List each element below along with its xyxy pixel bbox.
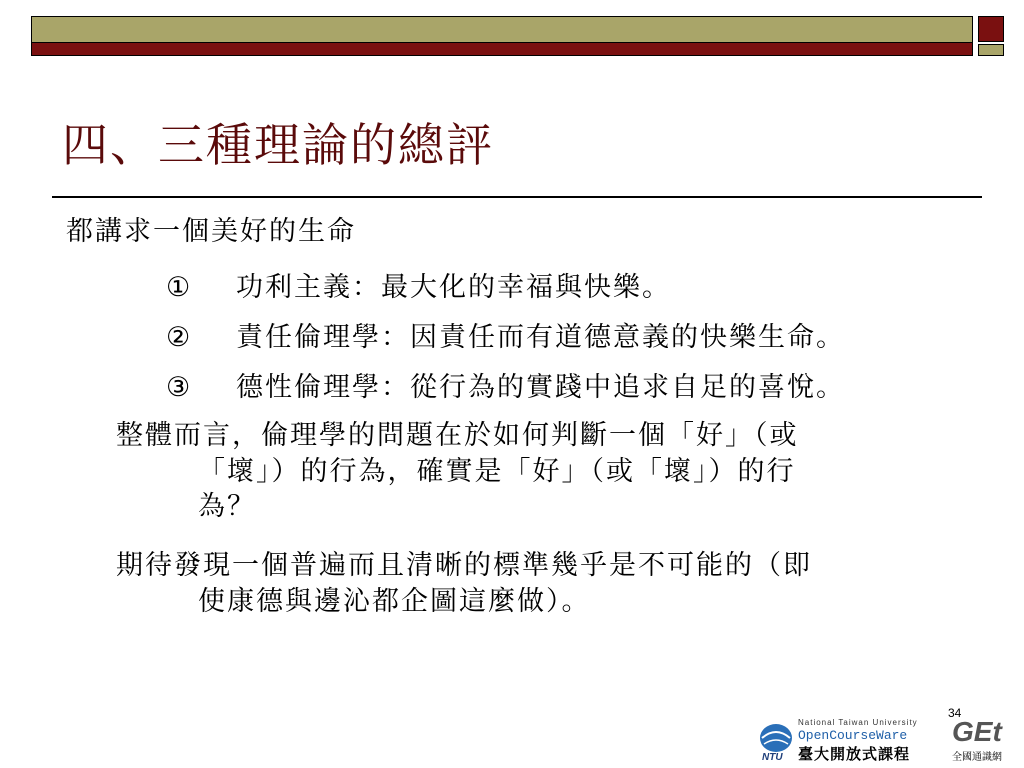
- slide-title: 四、三種理論的總評: [62, 118, 494, 172]
- ntu-globe-icon: [756, 716, 796, 762]
- lead-line: 都講求一個美好的生命: [66, 216, 356, 247]
- ocw-chinese-name: 臺大開放式課程: [798, 745, 911, 763]
- footer-logos: [756, 714, 1016, 768]
- item-number: ②: [166, 322, 193, 353]
- item-number: ①: [166, 272, 193, 303]
- top-decorative-bar: [31, 16, 1005, 58]
- title-underline: [52, 196, 982, 198]
- list-item: [166, 370, 845, 406]
- paragraph-line: 為？: [198, 491, 256, 523]
- top-bar-olive-square: [978, 44, 1004, 56]
- page-number: 34: [948, 706, 962, 720]
- paragraph-line: 整體而言，倫理學的問題在於如何判斷一個「好」（或: [116, 420, 799, 451]
- top-bar-olive-band: [31, 16, 973, 56]
- top-bar-maroon-square: [978, 16, 1004, 42]
- list-item: [166, 320, 845, 356]
- item-text: 功利主義：最大化的幸福與快樂。: [236, 272, 671, 303]
- item-text: 責任倫理學：因責任而有道德意義的快樂生命。: [236, 322, 845, 353]
- list-item: [166, 270, 671, 306]
- paragraph-standard: [116, 548, 956, 619]
- item-text: 德性倫理學：從行為的實踐中追求自足的喜悅。: [236, 372, 845, 403]
- paragraph-line: 「壞」）的行為，確實是「好」（或「壞」）的行: [198, 455, 796, 487]
- ocw-wordmark: OpenCourseWare: [798, 728, 908, 743]
- item-number: ③: [166, 372, 193, 403]
- paragraph-line: 期待發現一個普遍而且清晰的標準幾乎是不可能的（即: [116, 550, 812, 581]
- ocw-university-label: National Taiwan University: [798, 718, 918, 727]
- paragraph-line: 使康德與邊沁都企圖這麼做）。: [198, 585, 591, 617]
- ntu-mark-text: NTU: [762, 752, 783, 762]
- paragraph-evaluation: [116, 418, 956, 525]
- get-logo: GEt: [952, 716, 1002, 747]
- get-chinese-name: 全國通識網: [952, 752, 1002, 763]
